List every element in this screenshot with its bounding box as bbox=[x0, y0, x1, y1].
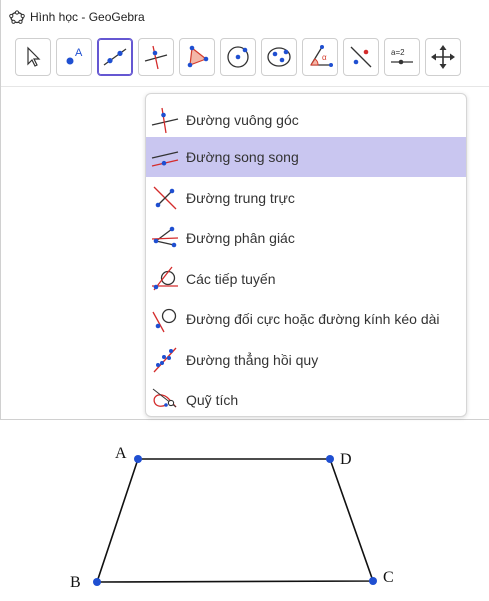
point-d[interactable] bbox=[326, 455, 334, 463]
circle-center-icon bbox=[224, 43, 252, 71]
ellipse-icon bbox=[265, 43, 293, 71]
slider-tool-button[interactable] bbox=[384, 38, 420, 76]
point-label-b: B bbox=[70, 574, 81, 591]
cursor-arrow-icon bbox=[19, 43, 47, 71]
title-bar bbox=[1, 0, 489, 34]
perpendicular-line-icon bbox=[142, 43, 170, 71]
svg-text:a=2: a=2 bbox=[391, 48, 405, 57]
reflect-line-icon bbox=[347, 43, 375, 71]
best-fit-line-icon bbox=[150, 345, 180, 375]
menu-item-best-fit-line[interactable] bbox=[146, 340, 466, 380]
toolbar bbox=[15, 38, 461, 82]
menu-item-label: Đường thẳng hồi quy bbox=[186, 352, 319, 368]
menu-item-label: Đường vuông góc bbox=[186, 112, 299, 128]
menu-item-polar-line[interactable] bbox=[146, 299, 466, 339]
circle-tool-button[interactable] bbox=[220, 38, 256, 76]
svg-text:A: A bbox=[75, 47, 83, 59]
line-through-points-icon bbox=[101, 43, 129, 71]
perpendicular-bisector-icon bbox=[150, 183, 180, 213]
menu-item-label: Quỹ tích bbox=[186, 392, 239, 408]
menu-item-label: Đường song song bbox=[186, 149, 299, 165]
line-tool-button[interactable] bbox=[97, 38, 133, 76]
menu-item-perpendicular-bisector[interactable] bbox=[146, 178, 466, 218]
svg-text:α: α bbox=[322, 53, 327, 62]
menu-item-label: Đường đối cực hoặc đường kính kéo dài bbox=[186, 311, 440, 327]
tangents-icon bbox=[150, 264, 180, 294]
angle-bisector-icon bbox=[150, 223, 180, 253]
geogebra-logo-icon bbox=[9, 9, 25, 25]
angle-icon bbox=[306, 43, 334, 71]
polygon-tool-button[interactable] bbox=[179, 38, 215, 76]
angle-tool-button[interactable] bbox=[302, 38, 338, 76]
menu-item-perpendicular-line[interactable] bbox=[146, 100, 466, 140]
locus-icon bbox=[150, 385, 180, 415]
menu-item-label: Đường phân giác bbox=[186, 230, 295, 246]
slider-icon bbox=[388, 43, 416, 71]
point-a[interactable] bbox=[134, 455, 142, 463]
point-c[interactable] bbox=[369, 577, 377, 585]
move-view-tool-button[interactable] bbox=[425, 38, 461, 76]
menu-item-locus[interactable] bbox=[146, 380, 466, 420]
ellipse-tool-button[interactable] bbox=[261, 38, 297, 76]
point-label-d: D bbox=[340, 451, 352, 468]
point-tool-button[interactable] bbox=[56, 38, 92, 76]
menu-item-tangents[interactable] bbox=[146, 259, 466, 299]
trapezoid-abcd bbox=[97, 459, 373, 582]
trapezoid-figure bbox=[0, 430, 489, 601]
reflect-tool-button[interactable] bbox=[343, 38, 379, 76]
window-title: Hình học - GeoGebra bbox=[30, 10, 145, 24]
polar-line-icon bbox=[150, 304, 180, 334]
menu-item-angle-bisector[interactable] bbox=[146, 218, 466, 258]
move-graphics-view-icon bbox=[429, 43, 457, 71]
point-b[interactable] bbox=[93, 578, 101, 586]
menu-item-parallel-line[interactable] bbox=[146, 137, 466, 177]
point-label-c: C bbox=[383, 569, 394, 586]
menu-item-label: Đường trung trực bbox=[186, 190, 295, 206]
point-label-a: A bbox=[115, 445, 127, 462]
menu-item-label: Các tiếp tuyến bbox=[186, 271, 276, 287]
move-tool-button[interactable] bbox=[15, 38, 51, 76]
polygon-icon bbox=[183, 43, 211, 71]
perpendicular-tool-button[interactable] bbox=[138, 38, 174, 76]
parallel-line-icon bbox=[150, 142, 180, 172]
tool-dropdown-menu bbox=[145, 93, 467, 417]
point-a-icon bbox=[60, 43, 88, 71]
toolbar-divider bbox=[1, 86, 489, 87]
perpendicular-line-icon bbox=[150, 105, 180, 135]
